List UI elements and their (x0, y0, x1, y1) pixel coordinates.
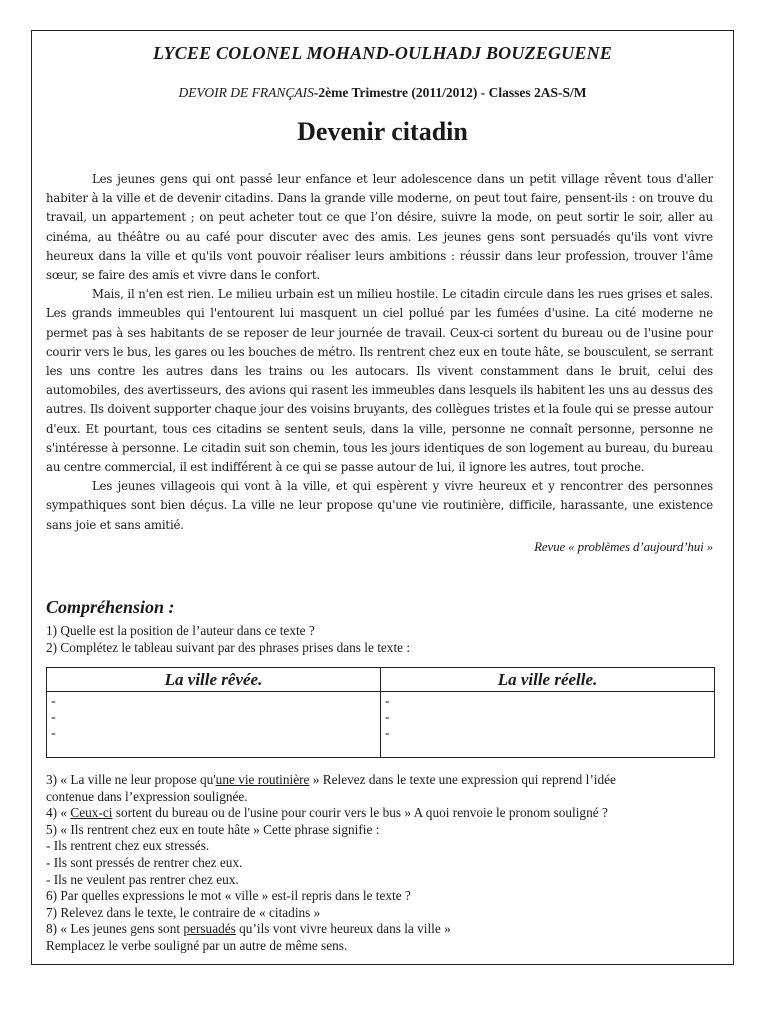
text-title: Devenir citadin (297, 117, 468, 146)
question-4 (46, 805, 721, 822)
answer-line: - (385, 694, 390, 709)
paragraph-3: Les jeunes villageois qui vont à la ville, et qui espèrent y vivre heureux et y rencontrer des personnes sympathiques sont bien déçus. La ville ne leur propose qu'une vie routinière, difficile, harassante, une existence sans joie et sans amitié. (46, 479, 713, 532)
question-8-text-end: qu’ils vont vivre heureux dans la ville » (235, 921, 451, 937)
answer-line: - (51, 726, 56, 741)
question-5-option-3: - Ils ne veulent pas rentrer chez eux. (46, 871, 239, 887)
reading-text (46, 170, 713, 556)
exam-subject: DEVOIR DE FRANÇAIS (178, 85, 314, 100)
question-8-text: 8) « Les jeunes gens sont (46, 921, 184, 937)
question-3 (46, 772, 721, 789)
question-5: 5) « Ils rentrent chez eux en toute hâte » Cette phrase signifie : (46, 821, 380, 837)
exam-subtitle (32, 85, 733, 101)
text-source: Revue « problèmes d’aujourd’hui » (534, 538, 713, 554)
question-8-instruction: Remplacez le verbe souligné par un autre de même sens. (46, 937, 348, 953)
answer-line: - (51, 710, 56, 725)
exam-details: -2ème Trimestre (2011/2012) - Classes 2AS-S/M (313, 85, 587, 100)
question-8-underlined: persuadés (183, 921, 236, 937)
question-5-option-2: - Ils sont pressés de rentrer chez eux. (46, 854, 243, 870)
questions-list (46, 772, 721, 955)
school-name: LYCEE COLONEL MOHAND-OULHADJ BOUZEGUENE (153, 43, 612, 63)
question-8 (46, 921, 721, 938)
table-cell-real-city[interactable] (381, 692, 715, 758)
paragraph-2: Mais, il n'en est rien. Le milieu urbain est un milieu hostile. Le citadin circule dans les rues grises et sales. Les grands immeubles qui l'entourent lui masquent un ciel pollué par les fumées d'usine. La cité moderne ne permet pas à ses habitants de se reposer de leur journée de travail. Ceux-ci sortent du bureau ou de l'usine pour courir vers le bus, les gares ou les bouches de métro. Ils rentrent chez eux en toute hâte, se bousculent, se serrant les uns contre les autres dans les trains ou les autocars. Ils vivent constamment dans le bruit, celui des automobiles, des avertisseurs, des avions qui rasent les immeubles dans lesquels ils habitent les uns au dessus des autres. Ils doivent supporter chaque jour des voisins bruyants, des collègues tristes et la foule qui se presse autour d'eux. Et pourtant, tous ces citadins se sentent seuls, dans la ville, personne ne connaît personne, personne ne s'intéresse à personne. Le citadin suit son chemin, tous les jours identiques de son logement au bureau, du bureau au centre commercial, il est indifférent à ce qui se passe autour de lui, il ignore les autres, tout proche. (46, 287, 713, 475)
question-3-continued: contenue dans l’expression soulignée. (46, 788, 248, 804)
answer-line: - (385, 710, 390, 725)
comparison-table (46, 667, 715, 758)
answer-line: - (51, 694, 56, 709)
comprehension-heading: Compréhension : (46, 597, 175, 617)
question-4-text: 4) « (46, 805, 71, 821)
question-1: 1) Quelle est la position de l’auteur dans ce texte ? (46, 623, 315, 638)
column-header-real-city: La ville réelle. (381, 668, 715, 692)
question-3-underlined: une vie routinière (215, 772, 310, 787)
paragraph-1: Les jeunes gens qui ont passé leur enfance et leur adolescence dans un petit village rêvent tous d'aller habiter à la ville et de devenir citadins. Dans la grande ville moderne, on peut tout faire, pensent-ils : on trouve du travail, un appartement ; on peut acheter tout ce que l’on désire, suivre la mode, on peut sortir le soir, aller au cinéma, au théâtre ou au café pour discuter avec des amis. Les jeunes gens sont persuadés qu'ils vont vivre heureux dans la ville et qu'ils vont pouvoir réaliser leurs ambitions : réussir dans leur profession, trouver l'âme sœur, se faire des amis et vivre dans le confort. (46, 172, 713, 283)
question-3-text: 3) « La ville ne leur propose qu' (46, 772, 216, 787)
question-5-option-1: - Ils rentrent chez eux stressés. (46, 838, 210, 854)
question-2: 2) Complétez le tableau suivant par des phrases prises dans le texte : (46, 640, 411, 655)
column-header-dreamed-city: La ville rêvée. (47, 668, 381, 692)
question-7: 7) Relevez dans le texte, le contraire de « citadins » (46, 904, 321, 920)
exam-sheet-frame (31, 30, 734, 965)
question-6: 6) Par quelles expressions le mot « ville » est-il repris dans le texte ? (46, 888, 411, 904)
question-4-underlined: Ceux-ci (70, 805, 113, 821)
question-4-text-end: sortent du bureau ou de l'usine pour courir vers le bus » A quoi renvoie le pronom souligné ? (112, 805, 608, 821)
answer-line: - (385, 726, 390, 741)
question-3-text-end: » Relevez dans le texte une expression qui reprend l’idée (309, 772, 616, 787)
table-cell-dreamed-city[interactable] (47, 692, 381, 758)
